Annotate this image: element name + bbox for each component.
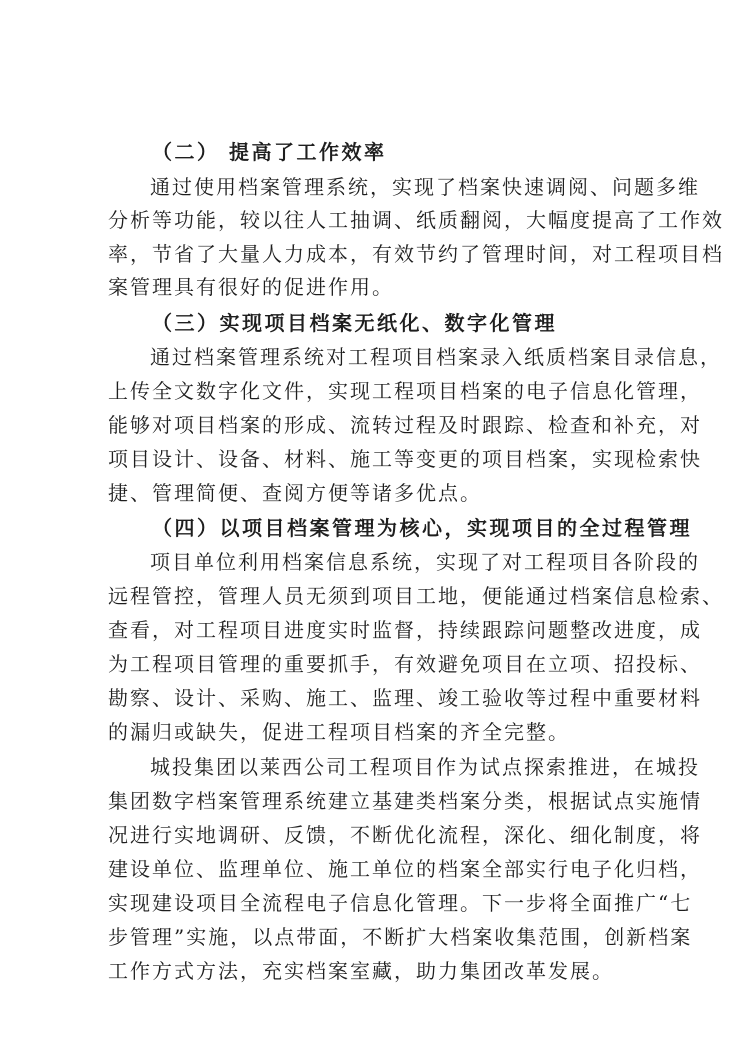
paragraph-line: 工作方式方法，充实档案室藏，助力集团改革发展。 [108, 959, 614, 983]
paragraph-line: 率，节省了大量人力成本，有效节约了管理时间，对工程项目档 [108, 242, 724, 266]
paragraph-line: 勘察、设计、采购、施工、监理、竣工验收等过程中重要材料 [108, 686, 702, 710]
paragraph-line: 通过档案管理系统对工程项目档案录入纸质档案目录信息， [150, 345, 722, 369]
paragraph-line: 的漏归或缺失，促进工程项目档案的齐全完整。 [108, 720, 570, 744]
paragraph-line: 远程管控，管理人员无须到项目工地，便能通过档案信息检索、 [108, 584, 724, 608]
paragraph-line: 上传全文数字化文件，实现工程项目档案的电子信息化管理， [108, 379, 702, 403]
paragraph-line: 项目设计、设备、材料、施工等变更的项目档案，实现检索快 [108, 447, 702, 471]
paragraph-line: 查看，对工程项目进度实时监督，持续跟踪问题整改进度，成 [108, 618, 702, 642]
paragraph-line: 为工程项目管理的重要抓手，有效避免项目在立项、招投标、 [108, 652, 702, 676]
paragraph-line: 实现建设项目全流程电子信息化管理。下一步将全面推广“七 [108, 891, 693, 915]
paragraph-line: 分析等功能，较以往人工抽调、纸质翻阅，大幅度提高了工作效 [108, 208, 724, 232]
paragraph-line: 项目单位利用档案信息系统，实现了对工程项目各阶段的 [150, 550, 700, 574]
paragraph-line: 城投集团以莱西公司工程项目作为试点探索推进，在城投 [150, 755, 700, 779]
paragraph-line: 况进行实地调研、反馈，不断优化流程，深化、细化制度，将 [108, 823, 702, 847]
paragraph-line: 集团数字档案管理系统建立基建类档案分类，根据试点实施情 [108, 789, 702, 813]
paragraph-line: 步管理”实施，以点带面，不断扩大档案收集范围，创新档案 [108, 925, 693, 949]
section-heading-2: （二） 提高了工作效率 [152, 140, 387, 164]
paragraph-line: 能够对项目档案的形成、流转过程及时跟踪、检查和补充，对 [108, 413, 702, 437]
paragraph-line: 建设单位、监理单位、施工单位的档案全部实行电子化归档， [108, 857, 702, 881]
paragraph-line: 通过使用档案管理系统，实现了档案快速调阅、问题多维 [150, 175, 700, 199]
paragraph-line: 捷、管理简便、查阅方便等诸多优点。 [108, 481, 482, 505]
paragraph-line: 案管理具有很好的促进作用。 [108, 275, 394, 299]
section-heading-4: （四）以项目档案管理为核心，实现项目的全过程管理 [152, 516, 692, 540]
section-heading-3: （三）实现项目档案无纸化、数字化管理 [152, 311, 557, 335]
